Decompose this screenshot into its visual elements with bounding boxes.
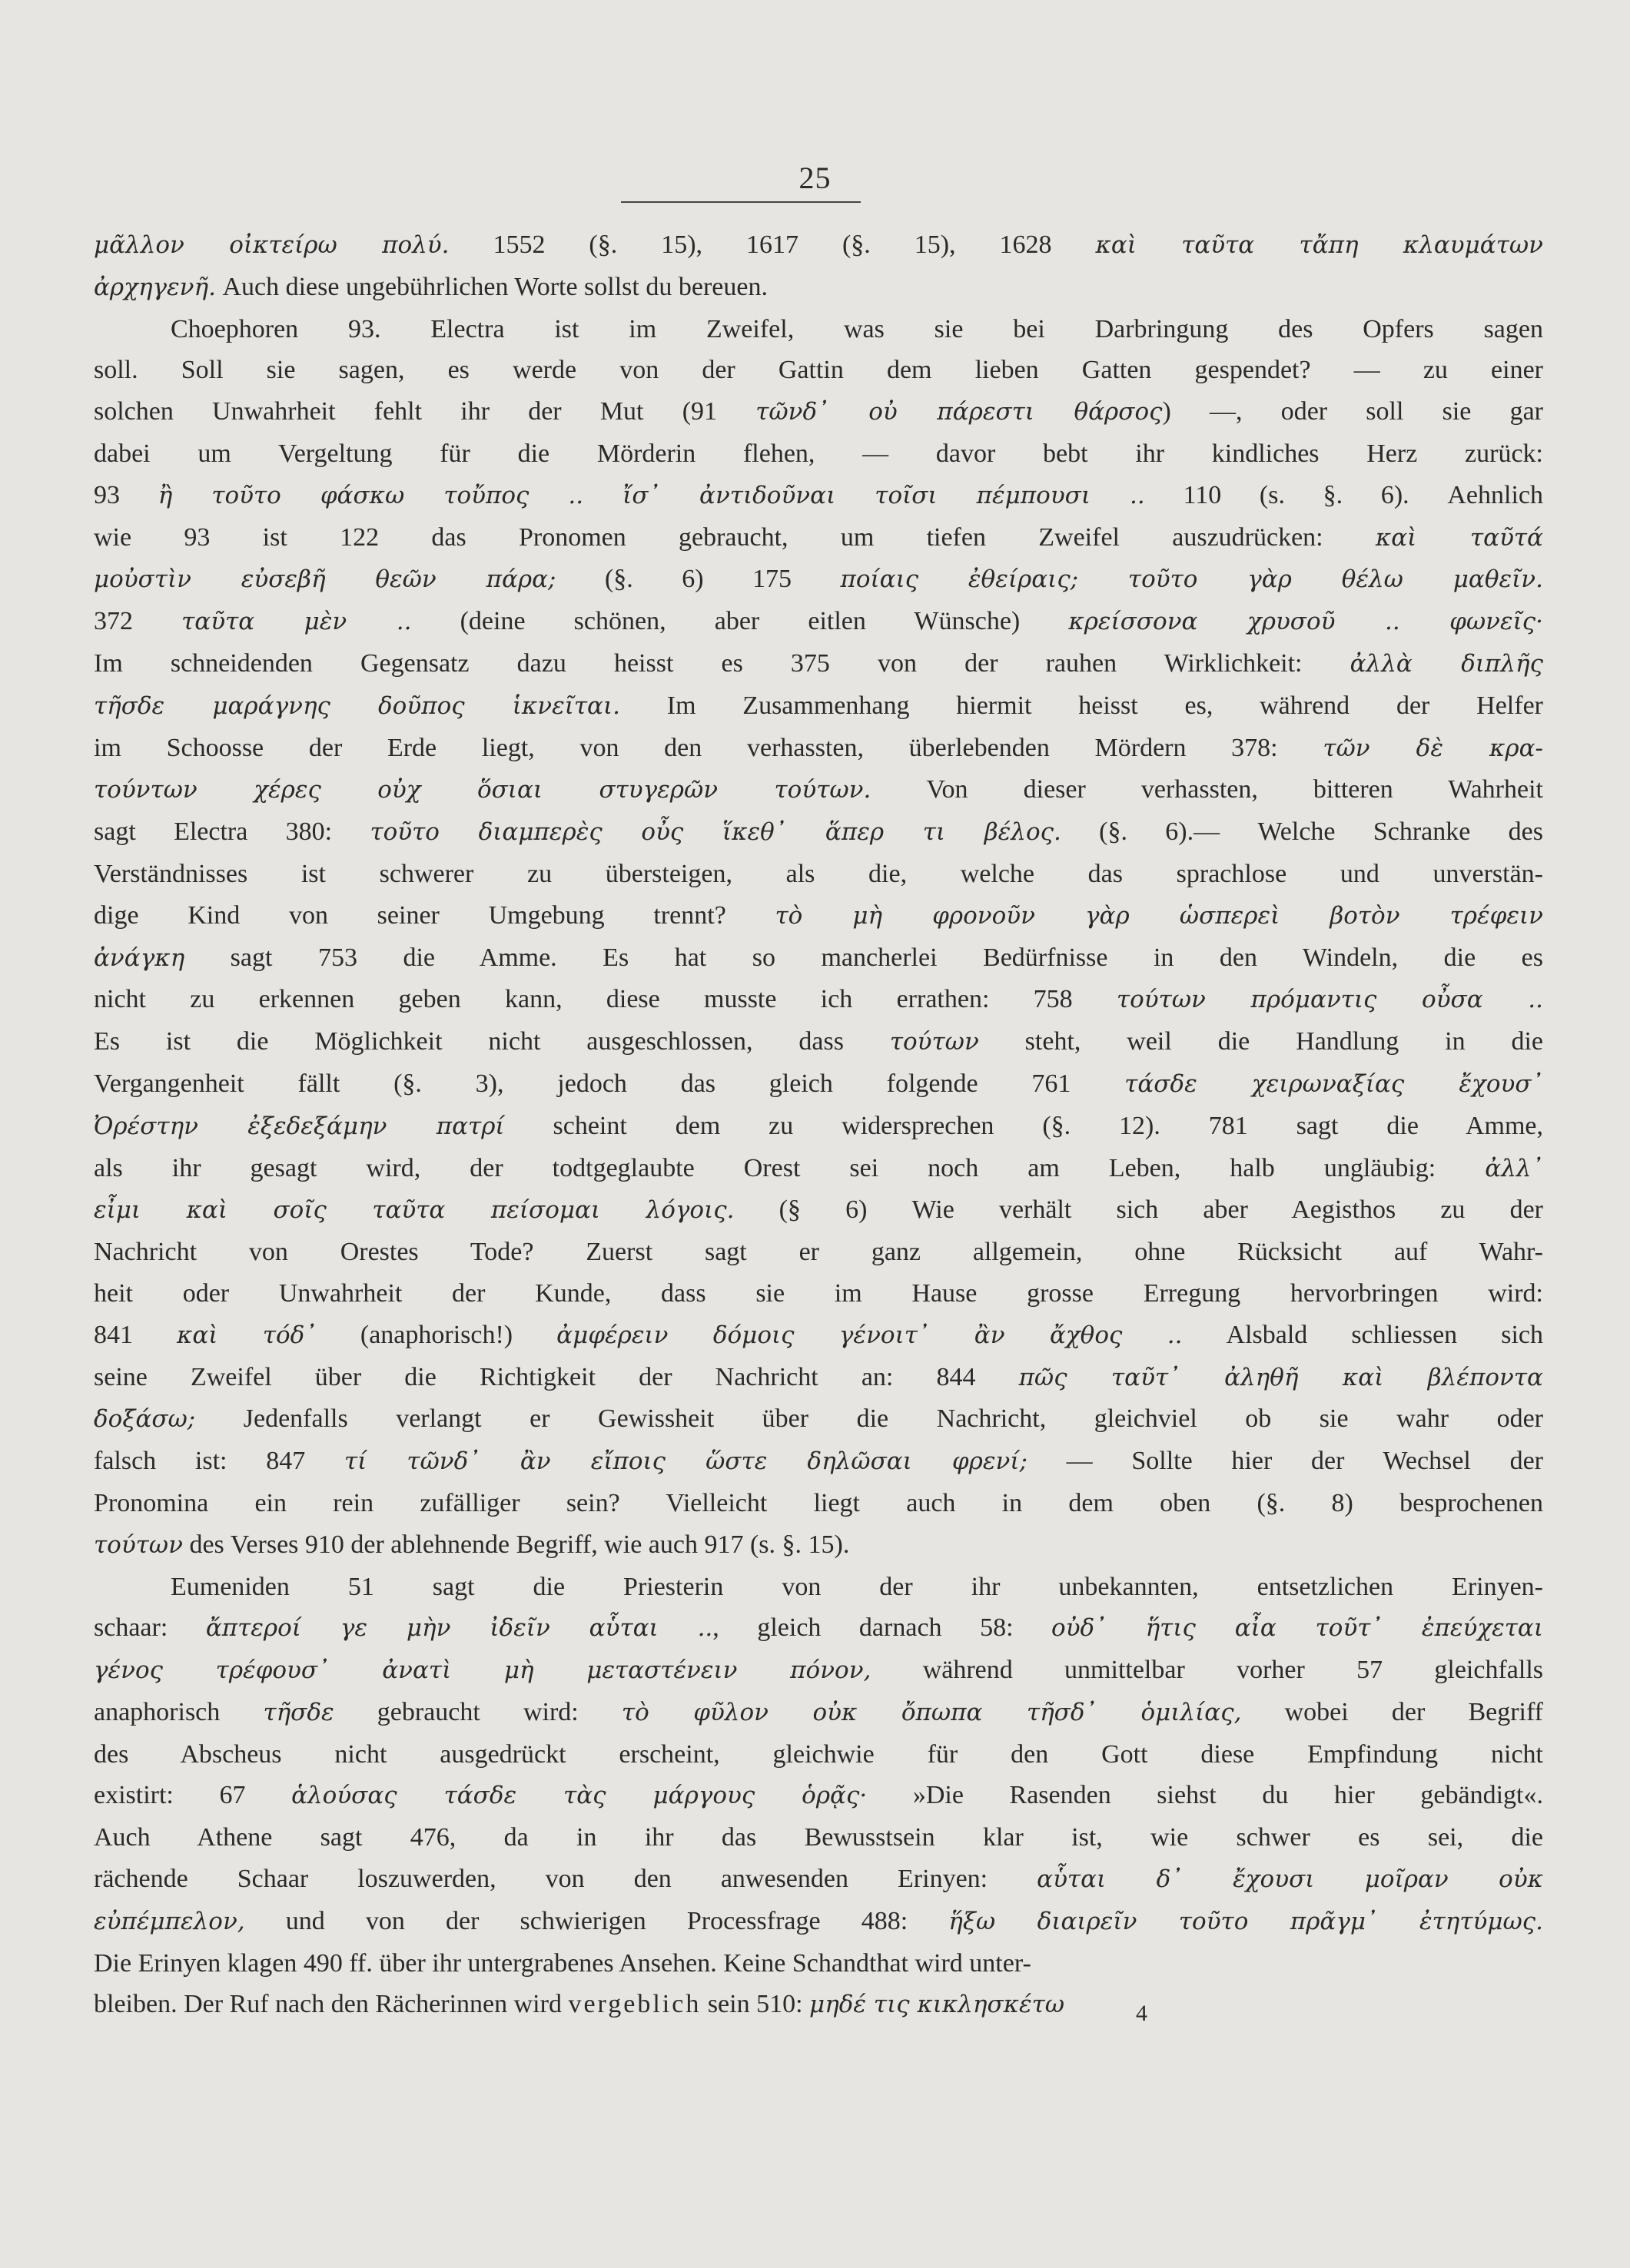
- text-segment: nicht zu erkennen geben kann, diese musste ich errathen: 758: [94, 985, 1117, 1014]
- text-line: [94, 224, 1543, 267]
- text-line: [94, 1063, 1543, 1106]
- text-line: [94, 1607, 1543, 1650]
- text-line: [94, 1567, 1543, 1608]
- text-segment: ) —, oder soll sie gar: [1162, 397, 1544, 426]
- text-line: [94, 475, 1543, 517]
- text-line: [94, 1524, 1543, 1567]
- text-segment: Im Zusammenhang hiermit heisst es, während der Helfer: [619, 691, 1543, 720]
- text-segment: sein 510:: [701, 1990, 810, 2019]
- text-line: [94, 1734, 1543, 1776]
- text-segment: Alsbald schliessen sich: [1182, 1320, 1543, 1349]
- text-segment: — Sollte hier der Wechsel der: [1027, 1447, 1543, 1476]
- text-line: [94, 1021, 1543, 1063]
- text-segment: falsch ist: 847: [94, 1447, 344, 1476]
- text-line: [94, 1441, 1543, 1483]
- greek-quote: Ὀρέστην ἐξεδεξάμην πατρί: [94, 1112, 505, 1140]
- greek-quote: τούτων πρόμαντις οὖσα ..: [1116, 986, 1543, 1014]
- greek-quote: γένος τρέφουσ᾽ ἀνατὶ μὴ μεταστένειν πόνον,: [94, 1656, 871, 1685]
- text-line: [94, 937, 1543, 980]
- greek-quote: ἀλλὰ διπλῆς: [1349, 649, 1543, 678]
- spaced-emphasis: vergeblich: [568, 1990, 702, 2019]
- greek-quote: ἀνάγκη: [94, 943, 185, 972]
- text-line: [94, 433, 1543, 475]
- greek-quote: τούντων χέρες οὐχ ὅσιαι στυγερῶν τούτων.: [94, 776, 871, 804]
- text-line: [94, 811, 1543, 854]
- text-line: [94, 769, 1543, 811]
- text-line: [94, 1483, 1543, 1524]
- text-line: [94, 391, 1543, 433]
- greek-quote: τοῦτο διαμπερὲς οὖς ἵκεθ᾽ ἅπερ τι βέλος.: [370, 818, 1061, 847]
- greek-quote: ταῦτα μὲν ..: [181, 608, 412, 636]
- greek-quote: τῶν δὲ κρα-: [1323, 734, 1543, 762]
- greek-quote: τὸ μὴ φρονοῦν γὰρ ὡσπερεὶ βοτὸν τρέφειν: [775, 901, 1543, 930]
- greek-quote: κρείσσονα χρυσοῦ .. φωνεῖς·: [1068, 608, 1543, 636]
- greek-quote: ἀμφέρειν δόμοις γένοιτ᾽ ἂν ἄχθος ..: [556, 1321, 1183, 1349]
- text-line: [94, 854, 1543, 895]
- greek-quote: ποίαις ἐθείραις; τοῦτο γὰρ θέλω μαθεῖν.: [840, 565, 1543, 594]
- text-segment: soll. Soll sie sagen, es werde von der Gattin dem lieben Gatten gespendet? — zu einer: [94, 356, 1543, 385]
- text-segment: wobei der Begriff: [1241, 1697, 1544, 1726]
- text-segment: sagt 753 die Amme. Es hat so mancherlei Bedürfnisse in den Windeln, die es: [184, 943, 1543, 972]
- text-line: [94, 1943, 1543, 1984]
- greek-quote: καὶ ταῦτα τἄπη κλαυμάτων: [1095, 231, 1543, 259]
- text-segment: des Verses 910 der ablehnende Begriff, wie auch 917 (s. §. 15).: [182, 1530, 850, 1559]
- text-segment: des Abscheus nicht ausgedrückt erscheint, gleichwie für den Gott diese Empfindung nicht: [94, 1739, 1543, 1769]
- text-line: [94, 895, 1543, 937]
- text-segment: scheint dem zu widersprechen (§. 12). 781 sagt die Amme,: [504, 1111, 1543, 1140]
- text-segment: Von dieser verhassten, bitteren Wahrheit: [871, 775, 1543, 804]
- greek-quote: καὶ ταῦτά: [1375, 523, 1543, 552]
- text-segment: als ihr gesagt wird, der todtgeglaubte Orest sei noch am Leben, halb ungläubig:: [94, 1153, 1486, 1182]
- text-segment: 110 (s. §. 6). Aehnlich: [1144, 480, 1544, 509]
- text-segment: Auch Athene sagt 476, da in ihr das Bewusstsein klar ist, wie schwer es sei, die: [94, 1823, 1543, 1852]
- text-segment: anaphorisch: [94, 1697, 264, 1726]
- text-line: [94, 1650, 1543, 1692]
- signature-mark: 4: [1136, 2001, 1147, 2026]
- text-segment: 372: [94, 607, 182, 636]
- greek-quote: ἀλλ᾽: [1485, 1154, 1543, 1182]
- text-segment: und von der schwierigen Processfrage 488:: [244, 1906, 949, 1935]
- text-line: [94, 1189, 1543, 1232]
- text-line: [94, 1984, 1543, 2026]
- greek-quote: ἢ τοῦτο φάσκω τοὔπος .. ἴσ᾽ ἀντιδοῦναι τοῖσι πέμπουσι ..: [158, 481, 1145, 509]
- text-segment: Es ist die Möglichkeit nicht ausgeschlossen, dass: [94, 1027, 890, 1056]
- text-line: [94, 1232, 1543, 1273]
- greek-quote: ἥξω διαιρεῖν τοῦτο πρᾶγμ᾽ ἐτητύμως.: [948, 1907, 1543, 1935]
- text-segment: dabei um Vergeltung für die Mörderin flehen, — davor bebt ihr kindliches Herz zurück:: [94, 439, 1543, 468]
- text-segment: 841: [94, 1320, 178, 1349]
- text-segment: heit oder Unwahrheit der Kunde, dass sie im Hause grosse Erregung hervorbringen wird:: [94, 1278, 1543, 1308]
- greek-quote: μοὐστὶν εὐσεβῆ θεῶν πάρα;: [94, 565, 556, 594]
- text-line: [94, 1148, 1543, 1190]
- text-segment: 93: [94, 480, 158, 509]
- text-segment: gebraucht wird:: [334, 1697, 622, 1726]
- text-segment: Im schneidenden Gegensatz dazu heisst es 375 von der rauhen Wirklichkeit:: [94, 648, 1350, 678]
- text-line: [94, 1357, 1543, 1399]
- greek-quote: ἀρχηγενῆ.: [94, 273, 216, 301]
- text-segment: Jedenfalls verlangt er Gewissheit über die Nachricht, gleichviel ob sie wahr oder: [195, 1404, 1543, 1434]
- greek-quote: τούτων: [94, 1530, 183, 1559]
- text-line: [94, 1106, 1543, 1148]
- text-segment: (§. 6) 175: [556, 565, 841, 594]
- greek-quote: μᾶλλον οἰκτείρω πολύ.: [94, 231, 450, 259]
- text-segment: , gleich darnach 58:: [712, 1613, 1052, 1643]
- text-line: [94, 309, 1543, 350]
- greek-quote: οὐδ᾽ ἥτις αἶα τοῦτ᾽ ἐπεύχεται: [1051, 1614, 1543, 1643]
- greek-quote: τῶνδ᾽ οὐ πάρεστι θάρσος: [755, 398, 1163, 426]
- text-segment: (§ 6) Wie verhält sich aber Aegisthos zu der: [734, 1195, 1543, 1225]
- greek-quote: ἄπτεροί γε μὴν ἰδεῖν αὗται ..: [205, 1614, 713, 1643]
- text-segment: bleiben. Der Ruf nach den Rächerinnen wird: [94, 1990, 569, 2019]
- text-segment: Verständnisses ist schwerer zu übersteigen, als die, welche das sprachlose und unverstän-: [94, 859, 1543, 888]
- greek-quote: εἶμι καὶ σοῖς ταῦτα πείσομαι λόγοις.: [94, 1196, 735, 1225]
- text-line: [94, 559, 1543, 601]
- text-line: [94, 728, 1543, 770]
- text-line: [94, 517, 1543, 559]
- greek-quote: ἁλούσας τάσδε τὰς μάργους ὁρᾷς·: [291, 1782, 868, 1810]
- text-line: [94, 267, 1543, 309]
- text-segment: Auch diese ungebührlichen Worte sollst du bereuen.: [215, 272, 768, 301]
- greek-quote: τούτων: [889, 1028, 979, 1056]
- text-segment: Nachricht von Orestes Tode? Zuerst sagt er ganz allgemein, ohne Rücksicht auf Wahr-: [94, 1238, 1543, 1267]
- greek-quote: αὗται δ᾽ ἔχουσι μοῖραν οὐκ: [1037, 1865, 1543, 1894]
- text-segment: (anaphorisch!): [316, 1320, 557, 1349]
- text-line: [94, 350, 1543, 391]
- greek-quote: εὐπέμπελον,: [94, 1907, 245, 1935]
- text-line: [94, 1901, 1543, 1943]
- text-segment: Pronomina ein rein zufälliger sein? Vielleicht liegt auch in dem oben (§. 8) besprochenen: [94, 1488, 1543, 1517]
- text-segment: rächende Schaar loszuwerden, von den anwesenden Erinyen:: [94, 1865, 1037, 1894]
- greek-quote: τάσδε χειρωναξίας ἔχουσ᾽: [1124, 1069, 1543, 1098]
- text-line: [94, 1315, 1543, 1357]
- greek-quote: τί τῶνδ᾽ ἂν εἴποις ὥστε δηλῶσαι φρενί;: [344, 1447, 1027, 1476]
- text-line: [94, 1858, 1543, 1901]
- greek-quote: δοξάσω;: [94, 1405, 196, 1434]
- text-segment: steht, weil die Handlung in die: [978, 1027, 1543, 1056]
- page-number: 25: [798, 161, 832, 195]
- text-segment: existirt: 67: [94, 1781, 292, 1810]
- greek-quote: τὸ φῦλον οὐκ ὄπωπα τῆσδ᾽ ὁμιλίας,: [621, 1698, 1242, 1726]
- text-segment: (deine schönen, aber eitlen Wünsche): [411, 607, 1069, 636]
- text-segment: Die Erinyen klagen 490 ff. über ihr untergrabenes Ansehen. Keine Schandthat wird unter-: [94, 1948, 1031, 1978]
- text-segment: wie 93 ist 122 das Pronomen gebraucht, um tiefen Zweifel auszudrücken:: [94, 522, 1376, 552]
- text-line: [94, 1692, 1543, 1734]
- text-segment: im Schoosse der Erde liegt, von den verhassten, überlebenden Mördern 378:: [94, 733, 1323, 762]
- text-segment: 1552 (§. 15), 1617 (§. 15), 1628: [449, 230, 1096, 259]
- text-segment: schaar:: [94, 1613, 206, 1643]
- greek-quote: πῶς ταῦτ᾽ ἀληθῆ καὶ βλέποντα: [1018, 1363, 1543, 1391]
- text-line: [94, 601, 1543, 643]
- greek-quote: καὶ τόδ᾽: [177, 1321, 317, 1349]
- text-segment: Eumeniden 51 sagt die Priesterin von der ihr unbekannten, entsetzlichen Erinyen-: [171, 1572, 1543, 1601]
- text-segment: Choephoren 93. Electra ist im Zweifel, was sie bei Darbringung des Opfers sagen: [171, 314, 1543, 343]
- header-rule: [621, 201, 861, 203]
- text-segment: sagt Electra 380:: [94, 817, 370, 847]
- text-line: [94, 643, 1543, 685]
- text-line: [94, 685, 1543, 728]
- greek-quote: τῆσδε μαράγνης δοῦπος ἱκνεῖται.: [94, 691, 620, 720]
- text-line: [94, 1398, 1543, 1441]
- greek-quote: τῆσδε: [263, 1698, 334, 1726]
- text-segment: dige Kind von seiner Umgebung trennt?: [94, 900, 775, 930]
- text-segment: während unmittelbar vorher 57 gleichfalls: [871, 1656, 1544, 1685]
- text-line: [94, 1273, 1543, 1315]
- text-segment: (§. 6).— Welche Schranke des: [1061, 817, 1543, 847]
- text-line: [94, 979, 1543, 1021]
- text-segment: solchen Unwahrheit fehlt ihr der Mut (91: [94, 397, 756, 426]
- text-line: [94, 1817, 1543, 1858]
- text-segment: Vergangenheit fällt (§. 3), jedoch das gleich folgende 761: [94, 1069, 1125, 1098]
- text-segment: seine Zweifel über die Richtigkeit der Nachricht an: 844: [94, 1362, 1019, 1391]
- body-text: [94, 224, 1543, 2026]
- text-segment: »Die Rasenden siehst du hier gebändigt«.: [867, 1781, 1543, 1810]
- greek-quote: μηδέ τις κικλησκέτω: [809, 1991, 1065, 2019]
- text-line: [94, 1775, 1543, 1817]
